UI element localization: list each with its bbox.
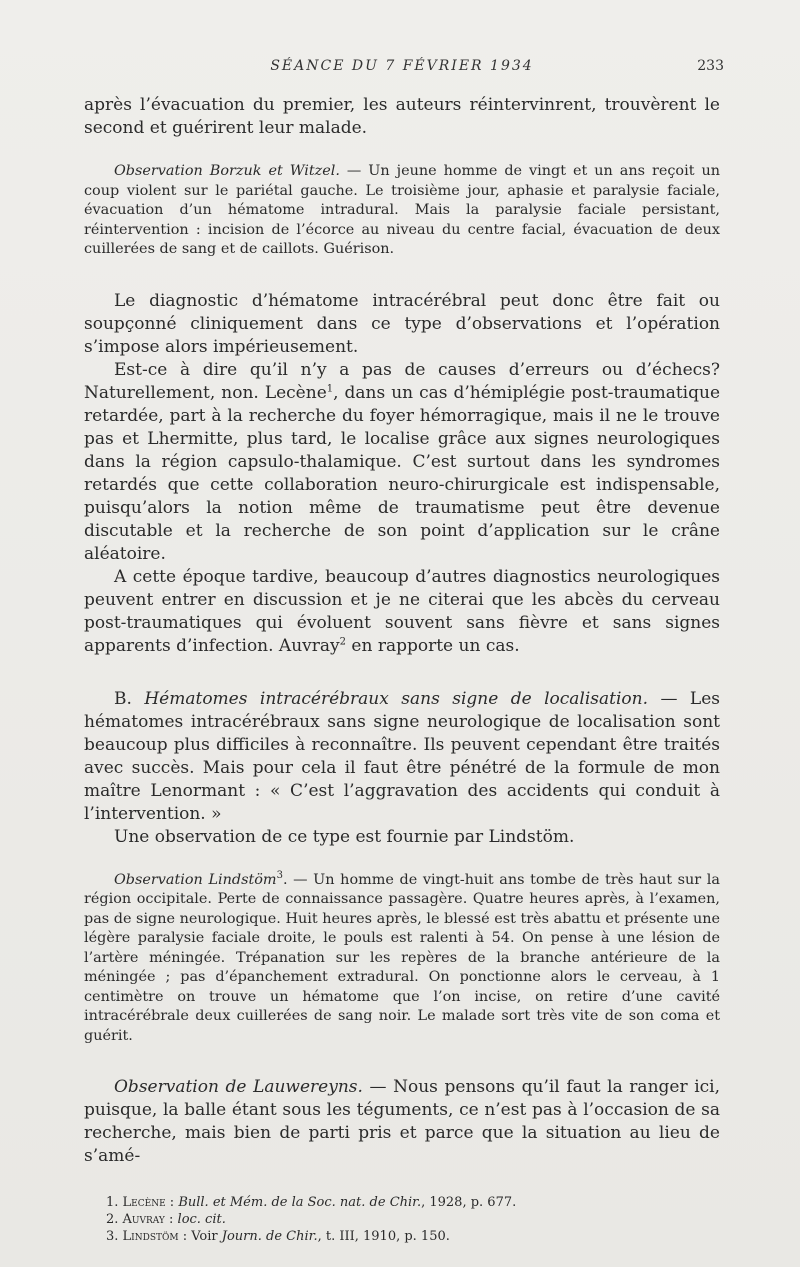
footnote-ref-3: 3 — [276, 869, 283, 881]
footnote-reference-rest: , t. III, 1910, p. 150. — [317, 1229, 450, 1244]
footnote-3 — [106, 1228, 720, 1245]
paragraph-diagnostic: Le diagnostic d’hématome intracérébral peut donc être fait ou soupçonné cliniquement dans ce type d’observations et l’opération s’impose alors impérieusement. — [84, 290, 720, 357]
paragraph-text: en rapporte un cas. — [346, 635, 520, 656]
section-title: Hématomes intracérébraux sans signe de localisation. — [144, 688, 649, 709]
paragraph-continuation: après l’évacuation du premier, les auteurs réintervinrent, trouvèrent le second et guérirent leur malade. — [84, 95, 720, 138]
page-number: 233 — [697, 58, 724, 74]
observation-text: . — Un homme de vingt-huit ans tombe de très haut sur la région occipitale. Perte de connaissance passagère. Quatre heures après, à l’examen, pas de signe neurologique. Huit heures après, le blessé est très abattu et présente une légère paralysie faciale droite, le pouls est ralenti à 54. On pense à une lésion de l’artère méningée. Trépanation sur les repères de la branche antérieure de la méningée ; pas d’épanchement extradural. On ponctionne alors le cerveau, à 1 centimètre on trouve un hématome que l’on incise, on retire d’une cavité intracérébrale deux cuillerées de sang noir. Le malade sort très vite de son coma et guérit. — [84, 871, 720, 1044]
observation-lindstom — [84, 871, 720, 1047]
running-header — [84, 58, 724, 84]
observation-lauwereyns — [84, 1076, 720, 1168]
footnote-reference-rest: , 1928, p. 677. — [421, 1195, 517, 1210]
observation-text: — Nous pensons qu’il faut la ranger ici, puisque, la balle étant sous les téguments, ce n’est pas à l’occasion de sa recherche, mais bien de parti pris et parce que la situation au lieu de s’amé- — [84, 1077, 720, 1166]
footnote-author: Auvray — [122, 1212, 165, 1227]
footnotes — [84, 1194, 720, 1245]
footnote-author: Lecène — [122, 1195, 166, 1210]
footnote-1 — [106, 1194, 720, 1211]
paragraph-text: A cette époque tardive, beaucoup d’autres diagnostics neurologiques peuvent entrer en discussion et je ne citerai que les abcès du cerveau post-traumatiques qui évoluent souvent sans fièvre et sans signes apparents d’infection. Auvray — [84, 566, 720, 656]
footnote-reference: Bull. et Mém. de la Soc. nat. de Chir. — [178, 1195, 422, 1210]
footnote-number: 1. — [106, 1195, 119, 1210]
observation-label: Observation Lindstöm — [114, 871, 277, 888]
footnote-separator: : — [165, 1195, 179, 1210]
footnote-number: 3. — [106, 1229, 119, 1244]
footnote-separator: : — [164, 1212, 178, 1227]
paragraph-lindstom-intro: Une observation de ce type est fournie par Lindstöm. — [114, 826, 575, 847]
footnote-reference: loc. cit. — [177, 1212, 226, 1227]
footnote-2 — [106, 1211, 720, 1228]
paragraph-text: — Les hématomes intracérébraux sans signe neurologique de localisation sont beaucoup plus difficiles à reconnaître. Ils peuvent cependant être traités avec succès. Mais pour cela il faut être pénétré de la formule de mon maître Lenormant : « C’est l’aggravation des accidents qui conduit à l’intervention. » — [84, 688, 720, 824]
footnote-number: 2. — [106, 1212, 119, 1227]
observation-borzuk — [84, 162, 720, 260]
paragraph-text: Est-ce à dire qu’il n’y a pas de causes d’erreurs ou d’échecs? Naturellement, non. Lecène — [84, 359, 720, 403]
footnote-ref-2: 2 — [339, 635, 347, 647]
paragraph-epoque-tardive — [84, 566, 720, 658]
section-letter: B. — [114, 688, 145, 709]
footnote-reference: Journ. de Chir. — [221, 1229, 318, 1244]
section-b-heading-paragraph — [84, 688, 720, 826]
observation-text: — Un jeune homme de vingt et un ans reçoit un coup violent sur le pariétal gauche. Le troisième jour, aphasie et paralysie faciale, évacuation d’un hématome intradural. Mais la paralysie faciale persistant, réintervention : incision de l’écorce au niveau du centre facial, évacuation de deux cuillerées de sang et de caillots. Guérison. — [84, 163, 720, 257]
paragraph-erreurs — [84, 359, 720, 566]
observation-label: Observation Borzuk et Witzel. — [114, 163, 340, 179]
observation-label: Observation de Lauwereyns. — [114, 1077, 363, 1097]
paragraph-text: , dans un cas d’hémiplégie post-traumatique retardée, part à la recherche du foyer hémorragique, mais il ne le trouve pas et Lhermitte, plus tard, le localise grâce aux signes neurologiques dans la région capsulo-thalamique. C’est surtout dans les syndromes retardés que cette collaboration neuro-chirurgicale est indispensable, puisqu’alors la notion même de traumatisme peut être devenue discutable et la recherche de son point d’application sur le crâne aléatoire. — [84, 382, 720, 564]
footnote-separator: : Voir — [178, 1229, 222, 1244]
footnote-author: Lindstöm — [122, 1229, 179, 1244]
running-title: SÉANCE DU 7 FÉVRIER 1934 — [270, 58, 534, 74]
footnote-ref-1: 1 — [326, 382, 334, 394]
